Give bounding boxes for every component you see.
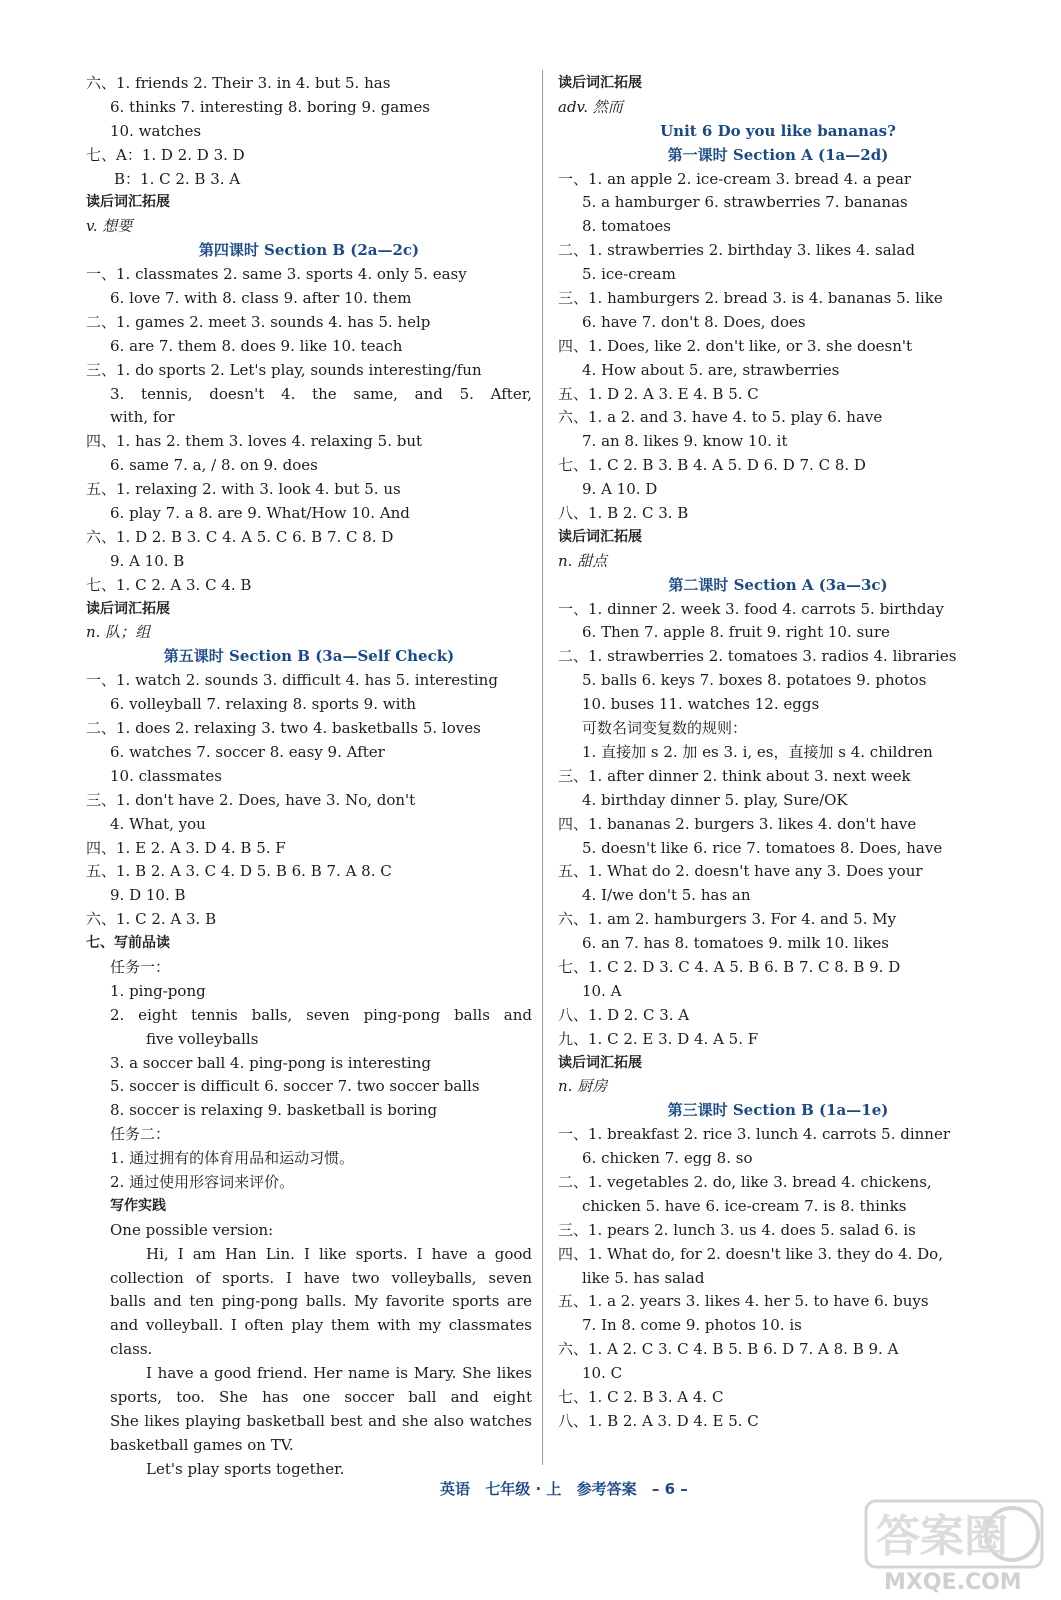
left-column [86, 72, 532, 1482]
left-line: 1. ping-pong [110, 981, 206, 1000]
right-line: 第一课时 Section A (1a—2d) [667, 145, 889, 164]
right-line: 10. A [582, 981, 622, 1000]
left-line: 10. watches [110, 121, 202, 140]
left-line: 五、1. relaxing 2. with 3. look 4. but 5. us [86, 480, 401, 499]
watermark-logo [862, 1495, 1047, 1595]
right-line: n. 厨房 [558, 1077, 608, 1096]
right-line: 七、1. C 2. B 3. B 4. A 5. D 6. D 7. C 8. D [558, 456, 866, 475]
right-line: 三、1. after dinner 2. think about 3. next week [558, 766, 911, 785]
left-line: balls and ten ping-pong balls. My favorite sports are [110, 1292, 532, 1311]
right-line: 5. a hamburger 6. strawberries 7. bananas [582, 193, 908, 212]
right-line: 第二课时 Section A (3a—3c) [668, 575, 888, 594]
left-line: 七、写前品读 [86, 935, 170, 952]
right-line: 5. doesn't like 6. rice 7. tomatoes 8. Does, have [582, 838, 943, 857]
left-line: n. 队；组 [86, 623, 151, 642]
right-line: 八、1. B 2. A 3. D 4. E 5. C [558, 1411, 759, 1430]
right-line: 四、1. bananas 2. burgers 3. likes 4. don't have [558, 814, 917, 833]
right-line: 二、1. strawberries 2. birthday 3. likes 4. salad [558, 241, 916, 260]
left-line: 9. D 10. B [110, 886, 186, 905]
left-line: 6. are 7. them 8. does 9. like 10. teach [110, 336, 403, 355]
left-line: 第五课时 Section B (3a—Self Check) [163, 647, 455, 666]
left-line: 6. volleyball 7. relaxing 8. sports 9. with [110, 695, 417, 714]
left-line: 四、1. E 2. A 3. D 4. B 5. F [86, 838, 286, 857]
left-line: 6. thinks 7. interesting 8. boring 9. games [110, 97, 430, 116]
right-line: 第三课时 Section B (1a—1e) [667, 1101, 889, 1120]
right-line: 二、1. vegetables 2. do, like 3. bread 4. chickens, [558, 1172, 932, 1191]
right-line: 6. chicken 7. egg 8. so [582, 1149, 753, 1168]
right-line: Unit 6 Do you like bananas? [660, 121, 896, 140]
left-line: 五、1. B 2. A 3. C 4. D 5. B 6. B 7. A 8. C [86, 862, 392, 881]
right-line: 9. A 10. D [582, 480, 658, 499]
left-line: 六、1. D 2. B 3. C 4. A 5. C 6. B 7. C 8. D [86, 527, 394, 546]
page-footer [440, 1478, 698, 1499]
right-line: 五、1. What do 2. doesn't have any 3. Does your [558, 862, 923, 881]
footer-page-number: – 6 – [651, 1480, 688, 1498]
right-column [558, 72, 998, 1434]
footer-subject: 英语 [440, 1480, 471, 1498]
left-line: 3. a soccer ball 4. ping-pong is interesting [110, 1053, 431, 1072]
right-line: 1. 直接加 s 2. 加 es 3. i, es，直接加 s 4. children [582, 742, 933, 761]
right-line: 10. buses 11. watches 12. eggs [582, 695, 820, 714]
right-line: 一、1. an apple 2. ice-cream 3. bread 4. a pear [558, 169, 912, 188]
left-line: 六、1. C 2. A 3. B [86, 910, 217, 929]
left-line: 第四课时 Section B (2a—2c) [198, 241, 420, 260]
right-line: 4. How about 5. are, strawberries [582, 360, 840, 379]
left-line: v. 想要 [86, 217, 133, 236]
left-line: collection of sports. I have two volleyballs, seven [110, 1268, 532, 1287]
right-line: 7. In 8. come 9. photos 10. is [582, 1316, 802, 1335]
right-line: 6. an 7. has 8. tomatoes 9. milk 10. likes [582, 934, 889, 953]
left-line: 二、1. games 2. meet 3. sounds 4. has 5. help [86, 312, 431, 331]
right-line: 六、1. A 2. C 3. C 4. B 5. B 6. D 7. A 8. B 9. A [558, 1340, 899, 1359]
left-line: 6. love 7. with 8. class 9. after 10. them [110, 289, 412, 308]
watermark-url: MXQE.COM [884, 1570, 1022, 1595]
right-line: 七、1. C 2. D 3. C 4. A 5. B 6. B 7. C 8. B 9. D [558, 957, 901, 976]
left-line: 一、1. classmates 2. same 3. sports 4. only 5. easy [86, 265, 467, 284]
right-line: 5. balls 6. keys 7. boxes 8. potatoes 9. photos [582, 671, 927, 690]
left-line: with, for [110, 408, 175, 427]
right-line: 三、1. pears 2. lunch 3. us 4. does 5. salad 6. is [558, 1220, 916, 1239]
left-line: 七、A：1. D 2. D 3. D [86, 145, 245, 164]
right-line: 读后词汇拓展 [558, 528, 642, 545]
column-divider [542, 70, 543, 1465]
right-line: 读后词汇拓展 [558, 1054, 642, 1071]
right-line: 三、1. hamburgers 2. bread 3. is 4. bananas 5. like [558, 289, 943, 308]
right-line: 八、1. B 2. C 3. B [558, 504, 689, 523]
left-line: 2. 通过使用形容词来评价。 [110, 1172, 295, 1191]
left-line: class. [110, 1340, 153, 1359]
right-line: 八、1. D 2. C 3. A [558, 1005, 690, 1024]
left-line: One possible version: [110, 1220, 274, 1239]
right-line: 7. an 8. likes 9. know 10. it [582, 432, 788, 451]
right-line: 6. have 7. don't 8. Does, does [582, 312, 806, 331]
watermark-text: 答案圈 [876, 1511, 1008, 1562]
left-line: 5. soccer is difficult 6. soccer 7. two soccer balls [110, 1077, 480, 1096]
right-line: 五、1. a 2. years 3. likes 4. her 5. to have 6. buys [558, 1292, 929, 1311]
right-line: 六、1. a 2. and 3. have 4. to 5. play 6. have [558, 408, 883, 427]
left-line: 读后词汇拓展 [86, 194, 170, 211]
left-line: 6. play 7. a 8. are 9. What/How 10. And [110, 504, 410, 523]
left-line: 六、1. friends 2. Their 3. in 4. but 5. has [86, 74, 391, 92]
right-line: 五、1. D 2. A 3. E 4. B 5. C [558, 384, 759, 403]
left-line: 三、1. do sports 2. Let's play, sounds interesting/fun [86, 360, 482, 379]
left-line: 1. 通过拥有的体育用品和运动习惯。 [110, 1149, 355, 1168]
right-line: 四、1. Does, like 2. don't like, or 3. she doesn't [558, 336, 913, 355]
left-line: 10. classmates [110, 766, 222, 785]
left-line: 任务二： [110, 1125, 171, 1144]
left-line: 一、1. watch 2. sounds 3. difficult 4. has 5. interesting [86, 671, 498, 690]
right-line: 5. ice-cream [582, 265, 676, 284]
left-line: 8. soccer is relaxing 9. basketball is boring [110, 1101, 438, 1120]
right-line: 4. I/we don't 5. has an [582, 886, 751, 905]
left-line: Let's play sports together. [146, 1459, 345, 1478]
footer-section: 参考答案 [576, 1480, 637, 1498]
right-line: 一、1. breakfast 2. rice 3. lunch 4. carrots 5. dinner [558, 1125, 951, 1144]
left-line: 4. What, you [110, 814, 206, 833]
left-line: and volleyball. I often play them with my classmates [110, 1316, 532, 1335]
left-line: 6. same 7. a, / 8. on 9. does [110, 456, 318, 475]
left-line: 写作实践 [110, 1197, 166, 1214]
right-line: 一、1. dinner 2. week 3. food 4. carrots 5. birthday [558, 599, 944, 618]
right-line: 8. tomatoes [582, 217, 671, 236]
left-line: 三、1. don't have 2. Does, have 3. No, don't [86, 790, 416, 809]
right-line: n. 甜点 [558, 551, 608, 570]
right-line: 4. birthday dinner 5. play, Sure/OK [582, 790, 848, 809]
right-line: chicken 5. have 6. ice-cream 7. is 8. thinks [582, 1196, 907, 1215]
left-line: She likes playing basketball best and she also watches [110, 1411, 532, 1430]
left-line: I have a good friend. Her name is Mary. She likes [146, 1364, 532, 1383]
left-line: 6. watches 7. soccer 8. easy 9. After [110, 742, 385, 761]
left-line: five volleyballs [146, 1029, 259, 1048]
right-line: like 5. has salad [582, 1268, 705, 1287]
left-line: 七、1. C 2. A 3. C 4. B [86, 575, 252, 594]
left-line: basketball games on TV. [110, 1435, 294, 1454]
right-line: 二、1. strawberries 2. tomatoes 3. radios 4. libraries [558, 647, 957, 666]
left-line: sports, too. She has one soccer ball and eight [110, 1387, 532, 1406]
left-line: 读后词汇拓展 [86, 600, 170, 617]
left-line: 四、1. has 2. them 3. loves 4. relaxing 5. but [86, 432, 423, 451]
left-line: 2. eight tennis balls, seven ping-pong balls and [110, 1005, 532, 1024]
left-line: 任务一： [110, 957, 171, 976]
left-line: B：1. C 2. B 3. A [114, 169, 241, 188]
left-line: Hi, I am Han Lin. I like sports. I have a good [146, 1244, 532, 1263]
right-line: 七、1. C 2. B 3. A 4. C [558, 1387, 724, 1406]
right-line: 6. Then 7. apple 8. fruit 9. right 10. sure [582, 623, 890, 642]
right-line: 九、1. C 2. E 3. D 4. A 5. F [558, 1029, 759, 1048]
right-line: 四、1. What do, for 2. doesn't like 3. they do 4. Do, [558, 1244, 943, 1263]
left-line: 二、1. does 2. relaxing 3. two 4. basketballs 5. loves [86, 719, 481, 738]
footer-grade: 七年级 · 上 [485, 1480, 562, 1498]
right-line: 10. C [582, 1364, 623, 1383]
left-line: 3. tennis, doesn't 4. the same, and 5. After, [110, 384, 532, 403]
right-line: 可数名词变复数的规则： [582, 719, 748, 738]
right-line: adv. 然而 [558, 97, 623, 116]
right-line: 六、1. am 2. hamburgers 3. For 4. and 5. My [558, 910, 897, 929]
right-line: 读后词汇拓展 [558, 75, 642, 91]
left-line: 9. A 10. B [110, 551, 185, 570]
